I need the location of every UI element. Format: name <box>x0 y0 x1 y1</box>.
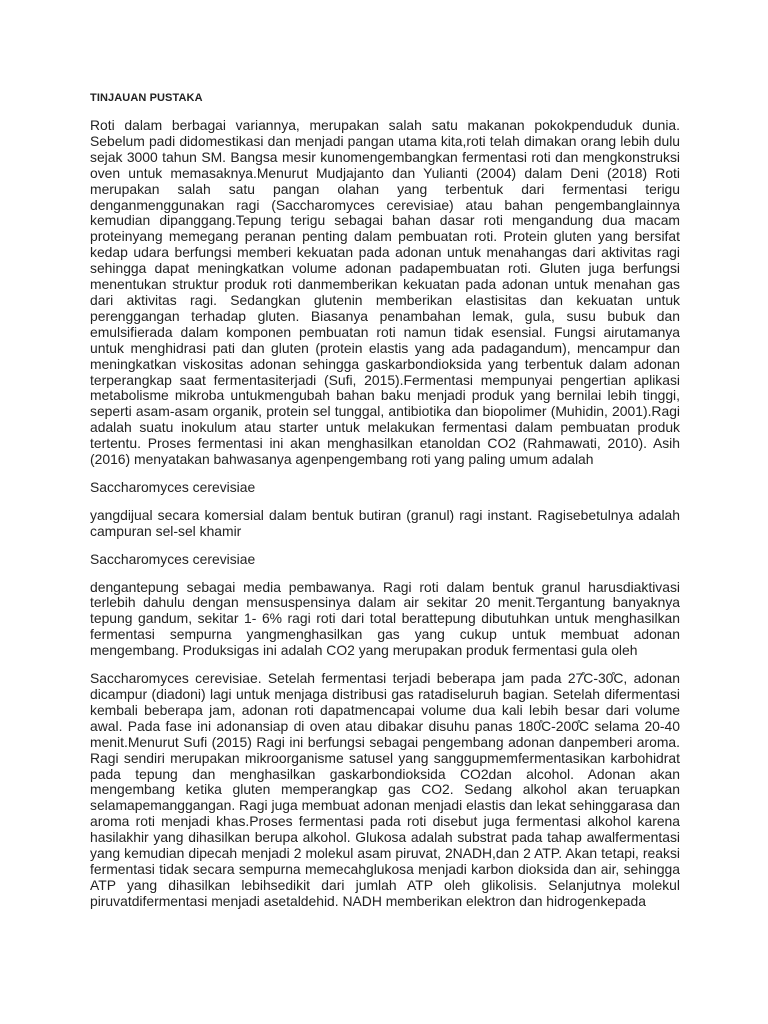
section-heading: TINJAUAN PUSTAKA <box>90 92 203 104</box>
document-page <box>90 92 680 910</box>
paragraph-instant-yeast: yangdijual secara komersial dalam bentuk butiran (granul) ragi instant. Ragisebetulnya adalah campuran sel-sel khamir <box>90 506 680 539</box>
paragraph-fermentation: Saccharomyces cerevisiae. Setelah fermentasi terjadi beberapa jam pada 27̊C-30̊C, adonan dicampur (diadoni) lagi untuk menjaga distribusi gas ratadiseluruh bagian. Setelah difermentasi kembali beberapa jam, adonan roti dapatmencapai volume dua kali lebih besar dari volume awal. Pada fase ini adonansiap di oven atau dibakar disuhu panas 180̊C-200̊C selama 20-40 menit.Menurut Sufi (2015) Ragi ini berfungsi sebagai pengembang adonan danpemberi aroma. Ragi sendiri merupakan mikroorganisme satusel yang sanggupmemfermentasikan karbohidrat pada tepung dan menghasilkan gaskarbondioksida CO2dan alcohol. Adonan akan mengembang ketika gluten memperangkap gas CO2. Sedang alkohol akan teruapkan selamapemanggangan. Ragi juga membuat adonan menjadi elastis dan lekat sehinggarasa dan aroma roti menjadi khas.Proses fermentasi pada roti disebut juga fermentasi alkohol karena hasilakhir yang dihasilkan berupa alkohol. Glukosa adalah substrat pada tahap awalfermentasi yang kemudian dipecah menjadi 2 molekul asam piruvat, 2NADH,dan 2 ATP. Akan tetapi, reaksi fermentasi tidak secara sempurna memecahglukosa menjadi karbon dioksida dan air, sehingga ATP yang dihasilkan lebihsedikit dari jumlah ATP oleh glikolisis. Selanjutnya molekul piruvatdifermentasi menjadi asetaldehid. NADH memberikan elektron dan hidrogenkepada <box>90 670 680 909</box>
paragraph-intro: Roti dalam berbagai variannya, merupakan salah satu makanan pokokpenduduk dunia. Sebelum padi didomestikasi dan menjadi pangan utama kita,roti telah dimakan orang lebih dulu sejak 3000 tahun SM. Bangsa mesir kunomengembangkan fermentasi roti dan mengkonstruksi oven untuk memasaknya.Menurut Mudjajanto dan Yulianti (2004) dalam Deni (2018) Roti merupakan salah satu pangan olahan yang terbentuk dari fermentasi terigu denganmenggunakan ragi (Saccharomyces cerevisiae) atau bahan pengembanglainnya kemudian dipanggang.Tepung terigu sebagai bahan dasar roti mengandung dua macam proteinyang memegang peranan penting dalam pembuatan roti. Protein gluten yang bersifat kedap udara berfungsi memberi kekuatan pada adonan untuk menahangas dari aktivitas ragi sehingga dapat meningkatkan volume adonan padapembuatan roti. Gluten juga berfungsi menentukan struktur produk roti danmemberikan kekuatan pada adonan untuk menahan gas dari aktivitas ragi. Sedangkan glutenin memberikan elastisitas dan kekuatan untuk perenggangan terhadap gluten. Biasanya penambahan lemak, gula, susu bubuk dan emulsifierada dalam komponen pembuatan roti namun tidak esensial. Fungsi airutamanya untuk menghidrasi pati dan gluten (protein elastis yang ada padagandum), mencampur dan meningkatkan viskositas adonan sehingga gaskarbondioksida yang terbentuk dalam adonan terperangkap saat fermentasiterjadi (Sufi, 2015).Fermentasi mempunyai pengertian aplikasi metabolisme mikroba untukmengubah bahan baku menjadi produk yang bernilai lebih tinggi, seperti asam-asam organik, protein sel tunggal, antibiotika dan biopolimer (Muhidin, 2001).Ragi adalah suatu inokulum atau starter untuk melakukan fermentasi dalam pembuatan produk tertentu. Proses fermentasi ini akan menghasilkan etanoldan CO2 (Rahmawati, 2010). Asih (2016) menyatakan bahwasanya agenpengembang roti yang paling umum adalah <box>90 117 680 468</box>
paragraph-species-name-2: Saccharomyces cerevisiae <box>90 550 256 567</box>
paragraph-activation: dengantepung sebagai media pembawanya. Ragi roti dalam bentuk granul harusdiaktivasi terlebih dahulu dengan mensuspensinya dalam air sekitar 20 menit.Tergantung banyaknya tepung gandum, sekitar 1- 6% ragi roti dari total berattepung dibutuhkan untuk menghasilkan fermentasi sempurna yangmenghasilkan gas yang cukup untuk membuat adonan mengembang. Produksigas ini adalah CO2 yang merupakan produk fermentasi gula oleh <box>90 578 680 659</box>
paragraph-species-name: Saccharomyces cerevisiae <box>90 478 256 495</box>
